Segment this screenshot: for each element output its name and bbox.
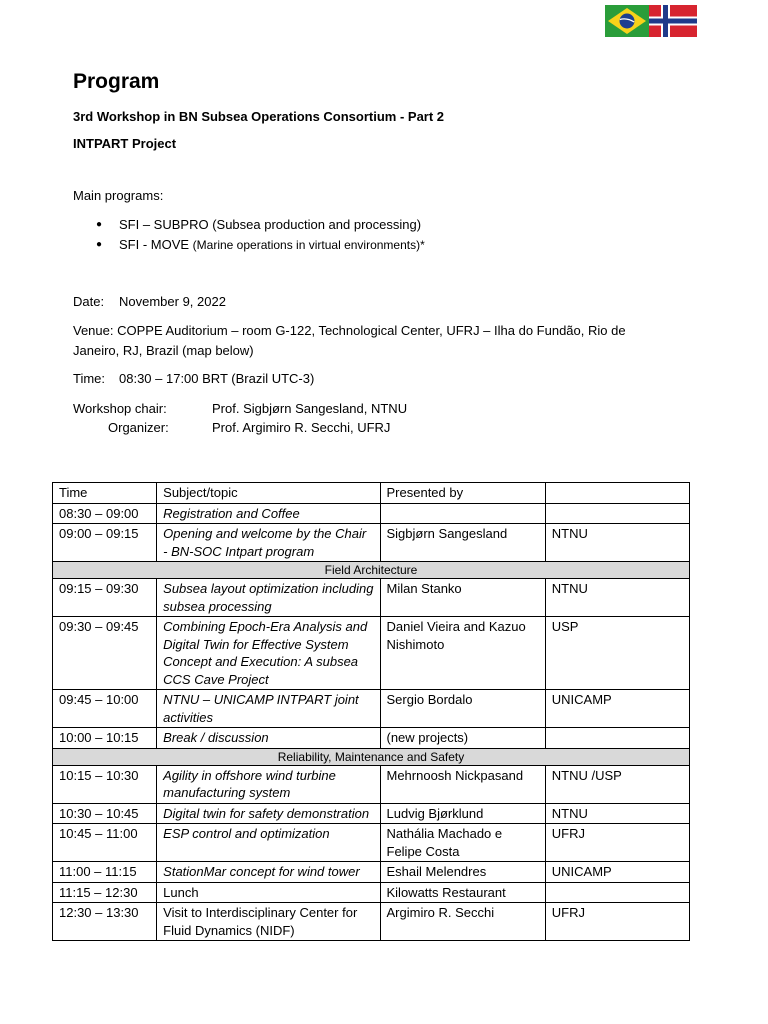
- row-subject: Subsea layout optimization including subsea processing: [157, 579, 380, 617]
- row-presenter: Mehrnoosh Nickpasand: [380, 765, 545, 803]
- row-time: 10:00 – 10:15: [53, 728, 157, 749]
- organizer-line: [73, 418, 390, 438]
- table-row: [53, 728, 690, 749]
- row-org: NTNU: [545, 803, 689, 824]
- header-subject: Subject/topic: [157, 483, 380, 504]
- row-time: 12:30 – 13:30: [53, 903, 157, 941]
- time-label: Time:: [73, 371, 106, 386]
- row-presenter: [380, 503, 545, 524]
- row-time: 09:30 – 09:45: [53, 617, 157, 690]
- table-row: [53, 503, 690, 524]
- row-presenter: Nathália Machado e Felipe Costa: [380, 824, 545, 862]
- organizer-value: Prof. Argimiro R. Secchi, UFRJ: [212, 420, 391, 435]
- section-title: Reliability, Maintenance and Safety: [53, 748, 690, 765]
- header-presenter: Presented by: [380, 483, 545, 504]
- table-row: [53, 579, 690, 617]
- table-row: [53, 617, 690, 690]
- row-org: USP: [545, 617, 689, 690]
- row-subject: Registration and Coffee: [157, 503, 380, 524]
- row-subject: ESP control and optimization: [157, 824, 380, 862]
- row-subject: StationMar concept for wind tower: [157, 862, 380, 883]
- table-row: [53, 690, 690, 728]
- date-value: November 9, 2022: [119, 294, 226, 309]
- row-org: [545, 503, 689, 524]
- table-row: [53, 903, 690, 941]
- row-presenter: (new projects): [380, 728, 545, 749]
- row-subject: Agility in offshore wind turbine manufacturing system: [157, 765, 380, 803]
- table-row: [53, 803, 690, 824]
- section-row: [53, 748, 690, 765]
- workshop-subtitle: 3rd Workshop in BN Subsea Operations Consortium - Part 2: [73, 109, 445, 124]
- row-presenter: Sigbjørn Sangesland: [380, 524, 545, 562]
- row-subject: NTNU – UNICAMP INTPART joint activities: [157, 690, 380, 728]
- table-row: [53, 882, 690, 903]
- program-item: ● SFI - MOVE (Marine operations in virtual environments)*: [73, 235, 425, 255]
- row-org: NTNU: [545, 524, 689, 562]
- chair-value: Prof. Sigbjørn Sangesland, NTNU: [212, 401, 408, 416]
- date-label: Date:: [73, 294, 105, 309]
- row-subject: Combining Epoch-Era Analysis and Digital Twin for Effective System Concept and Execution: A subsea CCS Cave Project: [157, 617, 380, 690]
- chair-label: Workshop chair:: [73, 401, 167, 416]
- date-line: [73, 292, 226, 312]
- row-time: 10:30 – 10:45: [53, 803, 157, 824]
- row-time: 11:15 – 12:30: [53, 882, 157, 903]
- table-row: [53, 824, 690, 862]
- row-org: NTNU: [545, 579, 689, 617]
- section-title: Field Architecture: [53, 562, 690, 579]
- schedule-table: [52, 482, 690, 941]
- norway-flag-icon: [649, 5, 697, 37]
- table-row: [53, 524, 690, 562]
- row-time: 09:00 – 09:15: [53, 524, 157, 562]
- row-org: UFRJ: [545, 824, 689, 862]
- venue-line-2: Janeiro, RJ, Brazil (map below): [73, 343, 254, 358]
- table-row: [53, 862, 690, 883]
- row-org: UNICAMP: [545, 862, 689, 883]
- row-presenter: Ludvig Bjørklund: [380, 803, 545, 824]
- row-time: 08:30 – 09:00: [53, 503, 157, 524]
- row-org: UNICAMP: [545, 690, 689, 728]
- row-org: UFRJ: [545, 903, 689, 941]
- row-subject: Lunch: [157, 882, 380, 903]
- main-programs-label: Main programs:: [73, 188, 164, 203]
- row-org: NTNU /USP: [545, 765, 689, 803]
- row-time: 10:45 – 11:00: [53, 824, 157, 862]
- page-title: Program: [73, 70, 160, 93]
- row-time: 09:15 – 09:30: [53, 579, 157, 617]
- row-presenter: Eshail Melendres: [380, 862, 545, 883]
- chair-line: [73, 399, 407, 419]
- row-presenter: Sergio Bordalo: [380, 690, 545, 728]
- row-subject: Digital twin for safety demonstration: [157, 803, 380, 824]
- program-item: ● SFI – SUBPRO (Subsea production and processing): [73, 215, 425, 235]
- row-time: 10:15 – 10:30: [53, 765, 157, 803]
- flags: [605, 5, 697, 37]
- row-presenter: Argimiro R. Secchi: [380, 903, 545, 941]
- row-time: 09:45 – 10:00: [53, 690, 157, 728]
- organizer-label: Organizer:: [108, 420, 169, 435]
- row-presenter: Milan Stanko: [380, 579, 545, 617]
- project-subtitle: INTPART Project: [73, 136, 177, 151]
- table-row: [53, 765, 690, 803]
- section-row: [53, 562, 690, 579]
- row-presenter: Daniel Vieira and Kazuo Nishimoto: [380, 617, 545, 690]
- brazil-flag-icon: [605, 5, 649, 37]
- time-value: 08:30 – 17:00 BRT (Brazil UTC-3): [119, 371, 315, 386]
- header-time: Time: [53, 483, 157, 504]
- row-subject: Visit to Interdisciplinary Center for Fluid Dynamics (NIDF): [157, 903, 380, 941]
- venue-line-1: Venue: COPPE Auditorium – room G-122, Technological Center, UFRJ – Ilha do Fundão, Rio de: [73, 323, 626, 338]
- programs-list: [73, 215, 425, 255]
- row-org: [545, 728, 689, 749]
- table-header-row: [53, 483, 690, 504]
- header-org: [545, 483, 689, 504]
- row-subject: Break / discussion: [157, 728, 380, 749]
- row-subject: Opening and welcome by the Chair - BN-SOC Intpart program: [157, 524, 380, 562]
- time-line: [73, 369, 314, 389]
- row-org: [545, 882, 689, 903]
- row-time: 11:00 – 11:15: [53, 862, 157, 883]
- row-presenter: Kilowatts Restaurant: [380, 882, 545, 903]
